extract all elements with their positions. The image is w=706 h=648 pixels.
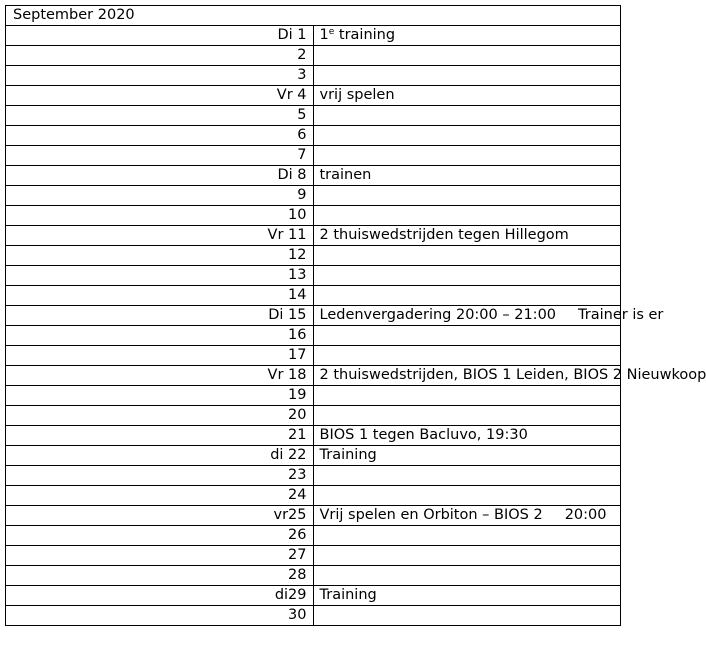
day-cell: 3 [6,66,314,86]
event-text: BIOS 1 tegen Bacluvo, 19:30 [319,427,528,443]
day-cell: 13 [6,266,314,286]
event-text: vrij spelen [319,87,395,103]
event-text: Training [319,587,377,603]
calendar-row [6,186,621,206]
event-cell [313,546,621,566]
day-cell: 19 [6,386,314,406]
event-cell [313,126,621,146]
calendar-row [6,466,621,486]
event-cell [313,226,621,246]
day-cell: 9 [6,186,314,206]
day-cell: Vr 18 [6,366,314,386]
day-cell: 30 [6,606,314,626]
event-cell [313,106,621,126]
day-cell: 2 [6,46,314,66]
day-cell: 27 [6,546,314,566]
day-cell: 16 [6,326,314,346]
day-cell: Di 15 [6,306,314,326]
event-note: Trainer is er [578,307,664,323]
title-row [6,6,621,26]
calendar-row [6,586,621,606]
event-cell [313,566,621,586]
calendar-row [6,266,621,286]
calendar-row [6,546,621,566]
event-cell [313,446,621,466]
calendar-row [6,246,621,266]
event-text: trainen [319,167,372,183]
calendar-row [6,426,621,446]
event-cell [313,606,621,626]
calendar-row [6,46,621,66]
calendar-row [6,386,621,406]
month-title: September 2020 [6,6,621,26]
event-cell [313,326,621,346]
calendar-row [6,326,621,346]
day-cell: 17 [6,346,314,366]
event-cell [313,506,621,526]
calendar-row [6,526,621,546]
calendar-row [6,126,621,146]
day-cell: 23 [6,466,314,486]
event-cell [313,146,621,166]
event-cell [313,486,621,506]
calendar-row [6,166,621,186]
day-cell: 14 [6,286,314,306]
event-cell [313,26,621,46]
event-text: 2 thuiswedstrijden, BIOS 1 Leiden, BIOS 2 Nieuwkoop [319,367,706,383]
event-cell [313,306,664,326]
event-cell [313,406,621,426]
calendar-row [6,106,621,126]
calendar-row [6,446,621,466]
event-number: 1 [319,27,329,43]
day-cell: 20 [6,406,314,426]
event-note: 20:00 [564,507,607,523]
event-cell [313,266,621,286]
calendar-row [6,506,621,526]
day-cell: Vr 4 [6,86,314,106]
event-cell [313,526,621,546]
event-cell [313,426,621,446]
calendar-row [6,66,621,86]
day-cell: vr25 [6,506,314,526]
day-cell: Vr 11 [6,226,314,246]
day-cell: 10 [6,206,314,226]
event-cell [313,466,621,486]
calendar-row [6,566,621,586]
event-cell [313,346,621,366]
event-cell [313,386,621,406]
calendar-row [6,206,621,226]
calendar-row [6,86,621,106]
day-cell: 21 [6,426,314,446]
event-cell [313,366,706,386]
calendar-row [6,366,621,386]
day-cell: 26 [6,526,314,546]
calendar-row [6,606,621,626]
day-cell: 6 [6,126,314,146]
day-cell: 12 [6,246,314,266]
event-text: 2 thuiswedstrijden tegen Hillegom [319,227,569,243]
event-cell [313,246,621,266]
day-cell: 7 [6,146,314,166]
day-cell: 5 [6,106,314,126]
calendar-row [6,226,621,246]
calendar-row [6,406,621,426]
calendar-table [5,5,706,626]
event-cell [313,166,621,186]
calendar-row [6,26,621,46]
event-text: Training [319,447,377,463]
calendar-row [6,306,621,326]
calendar-row [6,346,621,366]
event-cell [313,86,621,106]
ordinal-suffix: e [328,27,335,37]
event-cell [313,206,621,226]
calendar-row [6,146,621,166]
event-cell [313,66,621,86]
day-cell: 24 [6,486,314,506]
event-text: training [338,27,396,43]
event-text: Ledenvergadering 20:00 – 21:00 [319,307,557,323]
day-cell: di29 [6,586,314,606]
event-cell [313,586,621,606]
day-cell: di 22 [6,446,314,466]
day-cell: 28 [6,566,314,586]
event-cell [313,46,621,66]
day-cell: Di 8 [6,166,314,186]
calendar-row [6,486,621,506]
calendar-row [6,286,621,306]
day-cell: Di 1 [6,26,314,46]
event-text: Vrij spelen en Orbiton – BIOS 2 [319,507,543,523]
event-cell [313,186,621,206]
event-cell [313,286,621,306]
